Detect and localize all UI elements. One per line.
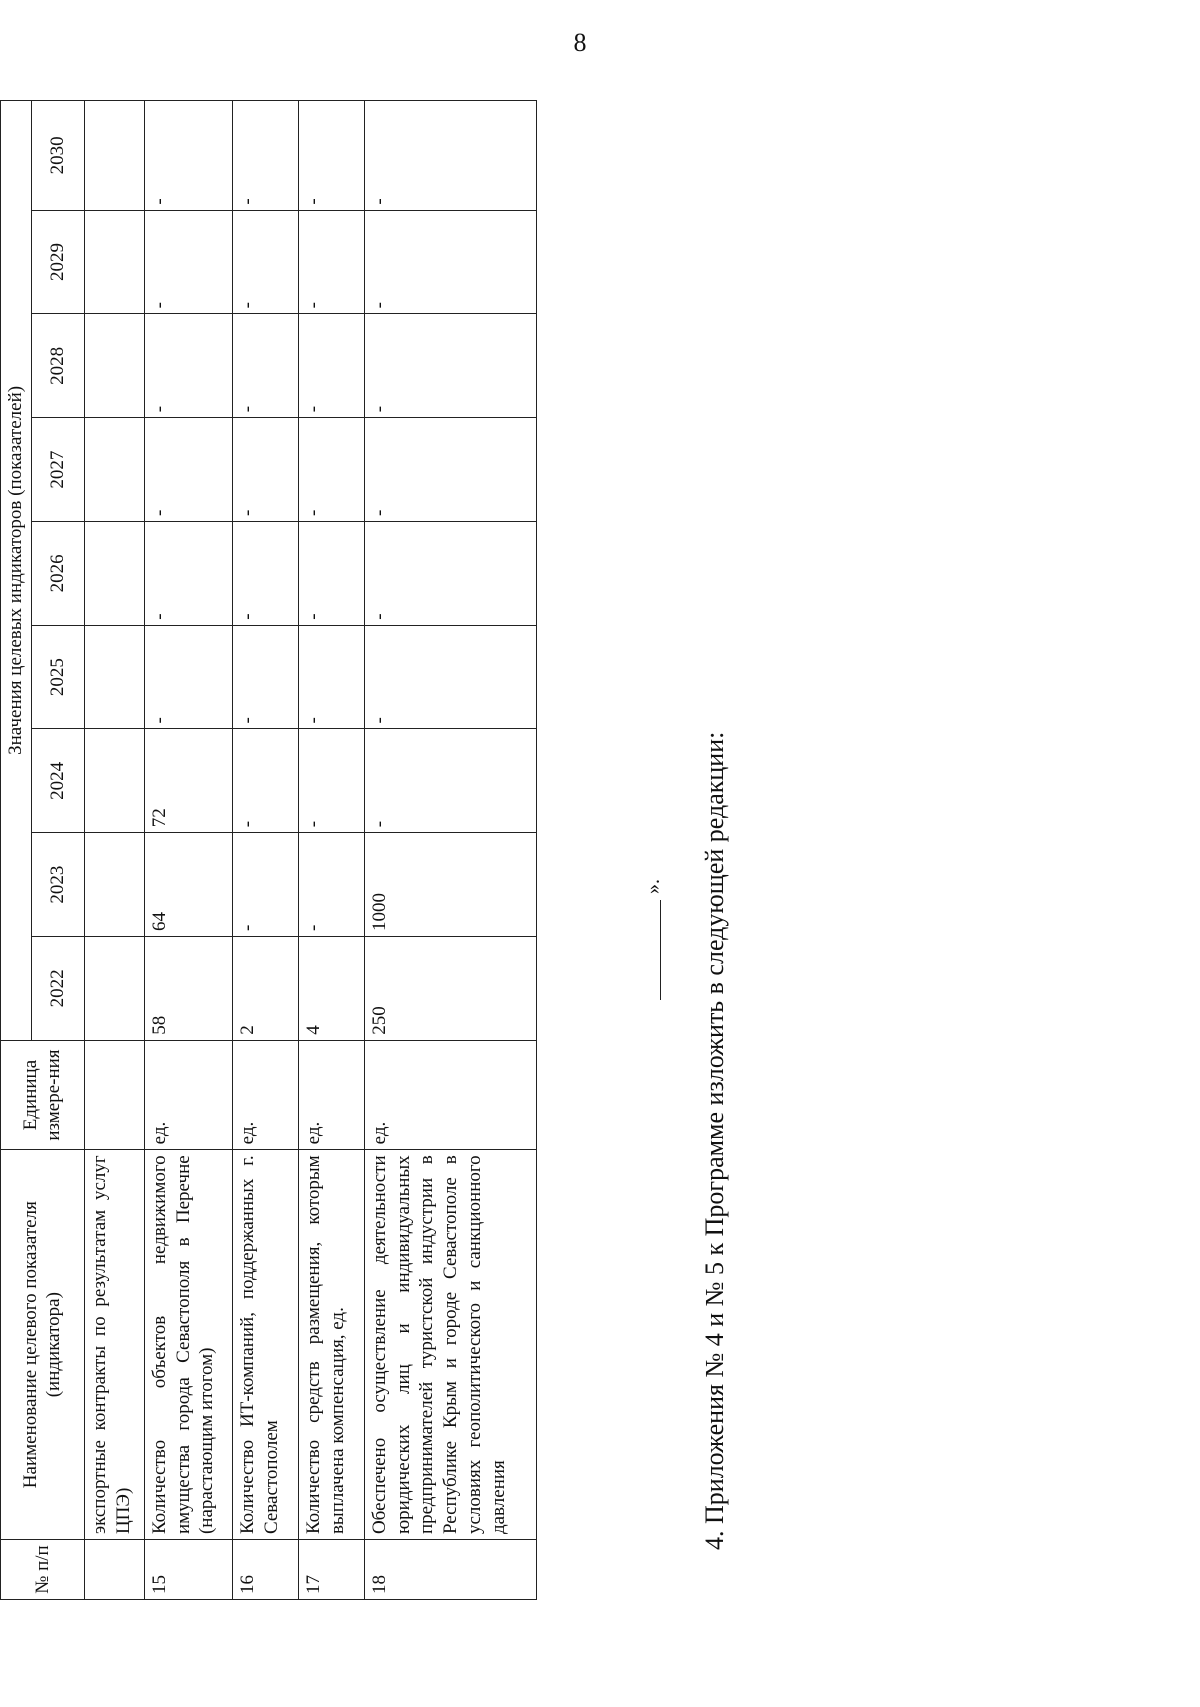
header-year: 2024 [31, 729, 84, 833]
indicators-table [0, 100, 537, 1600]
value-cell: 4 [298, 937, 364, 1041]
value-cell: 250 [364, 937, 536, 1041]
value-cell: 1000 [364, 833, 536, 937]
header-year: 2030 [31, 101, 84, 211]
unit-cell: ед. [232, 1040, 298, 1150]
value-cell: - [364, 521, 536, 625]
unit-cell: ед. [298, 1040, 364, 1150]
value-cell [84, 833, 144, 937]
value-cell [84, 101, 144, 211]
separator-line [660, 900, 661, 1000]
header-year: 2027 [31, 418, 84, 522]
rotated-content [0, 100, 880, 1600]
value-cell: - [232, 210, 298, 314]
table-row [364, 101, 536, 1600]
value-cell: - [144, 625, 232, 729]
value-cell [84, 314, 144, 418]
row-number: 15 [144, 1540, 232, 1600]
value-cell [84, 729, 144, 833]
header-row-1 [1, 101, 32, 1600]
header-year: 2025 [31, 625, 84, 729]
table-row [84, 101, 144, 1600]
value-cell: - [144, 210, 232, 314]
value-cell: 64 [144, 833, 232, 937]
row-number: 16 [232, 1540, 298, 1600]
header-year: 2026 [31, 521, 84, 625]
value-cell: 58 [144, 937, 232, 1041]
value-cell: - [232, 729, 298, 833]
row-number: 17 [298, 1540, 364, 1600]
value-cell: - [298, 625, 364, 729]
indicator-name: Количество средств размещения, которым выплачена компенсация, ед. [298, 1150, 364, 1540]
page-number: 8 [573, 28, 587, 57]
value-cell [84, 210, 144, 314]
value-cell: - [298, 314, 364, 418]
indicator-name: Количество ИТ-компаний, поддержанных г. Севастополем [232, 1150, 298, 1540]
value-cell: - [232, 521, 298, 625]
closing-quote: ». [642, 879, 664, 894]
value-cell: - [232, 625, 298, 729]
value-cell: - [298, 729, 364, 833]
value-cell [84, 521, 144, 625]
header-values-group: Значения целевых индикаторов (показателей) [1, 101, 32, 1041]
value-cell: 2 [232, 937, 298, 1041]
indicator-name: экспортные контракты по результатам услуг ЦПЭ) [84, 1150, 144, 1540]
value-cell: - [298, 521, 364, 625]
indicator-name: Обеспечено осуществление деятельности юридических лиц и индивидуальных предпринимателей туристской индустрии в Республике Крым и городе Севастополе в условиях геополитического и санкционного давления [364, 1150, 536, 1540]
value-cell: - [144, 418, 232, 522]
value-cell [84, 937, 144, 1041]
value-cell: 72 [144, 729, 232, 833]
indicator-name: Количество объектов недвижимого имущества города Севастополя в Перечне (нарастающим итогом) [144, 1150, 232, 1540]
row-number [84, 1540, 144, 1600]
header-num: № п/п [1, 1540, 85, 1600]
table-row [298, 101, 364, 1600]
value-cell: - [298, 210, 364, 314]
value-cell: - [144, 101, 232, 211]
value-cell: - [364, 625, 536, 729]
header-name: Наименование целевого показателя (индикатора) [1, 1150, 85, 1540]
value-cell: - [364, 418, 536, 522]
value-cell: - [232, 418, 298, 522]
value-cell: - [298, 101, 364, 211]
value-cell: - [298, 418, 364, 522]
header-year: 2023 [31, 833, 84, 937]
value-cell: - [144, 314, 232, 418]
table-row [144, 101, 232, 1600]
header-year: 2022 [31, 937, 84, 1041]
header-year: 2029 [31, 210, 84, 314]
value-cell: - [364, 314, 536, 418]
value-cell: - [364, 101, 536, 211]
unit-cell: ед. [364, 1040, 536, 1150]
value-cell: - [364, 729, 536, 833]
paragraph-text: 4. Приложения № 4 и № 5 к Программе изложить в следующей редакции: [700, 731, 729, 1550]
value-cell: - [144, 521, 232, 625]
unit-cell: ед. [144, 1040, 232, 1150]
unit-cell [84, 1040, 144, 1150]
value-cell [84, 418, 144, 522]
table-row [232, 101, 298, 1600]
header-year: 2028 [31, 314, 84, 418]
value-cell: - [232, 314, 298, 418]
row-number: 18 [364, 1540, 536, 1600]
table-body [84, 101, 536, 1600]
header-unit: Единица измере-ния [1, 1040, 85, 1150]
value-cell: - [232, 101, 298, 211]
value-cell: - [298, 833, 364, 937]
value-cell [84, 625, 144, 729]
value-cell: - [232, 833, 298, 937]
value-cell: - [364, 210, 536, 314]
